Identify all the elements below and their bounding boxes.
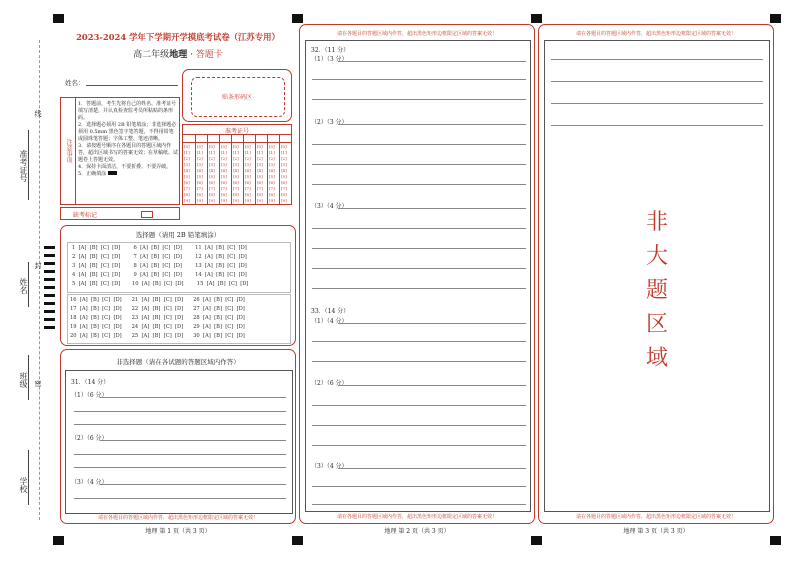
choice-group [67, 294, 291, 344]
footer-page3: 地理 第 3 页（共 3 页） [623, 528, 689, 535]
digit-bubble[interactable]: [2] [281, 156, 287, 161]
side-admission-line[interactable] [28, 130, 29, 200]
q31-part3: （3）（4 分） [71, 479, 108, 486]
digit-bubble[interactable]: [2] [233, 156, 239, 161]
digit-bubble[interactable]: [9] [221, 198, 227, 203]
page2-frame [299, 24, 535, 524]
digit-bubble[interactable]: [5] [197, 174, 203, 179]
non-answer-char: 大 [645, 244, 668, 269]
exam-subtitle [60, 47, 296, 60]
digit-bubble[interactable]: [9] [269, 198, 275, 203]
q33-part2: （2）（6 分） [311, 380, 348, 387]
notes-label: 注意事项 [61, 98, 76, 204]
exam-title: 2023-2024 学年下学期开学摸底考试卷（江苏专用） [76, 32, 280, 42]
digit-bubble[interactable]: [6] [209, 180, 215, 185]
timing-marks [44, 246, 55, 334]
answer-line [312, 164, 526, 165]
digit-bubble[interactable]: [6] [269, 180, 275, 185]
note-item [78, 171, 178, 178]
note-item: 4．保持卡面清洁，不要折叠、不要弄破。 [78, 164, 172, 170]
barcode-area [182, 69, 292, 122]
digit-bubble[interactable]: [0] [269, 144, 275, 149]
admission-column [183, 134, 195, 204]
digit-bubble[interactable]: [0] [209, 144, 215, 149]
digit-bubble[interactable]: [2] [269, 156, 275, 161]
corner-mark [531, 14, 542, 23]
answer-line [312, 341, 526, 342]
answer-line [74, 411, 286, 412]
corner-mark [770, 536, 781, 545]
q31-head: 31．（14 分） [71, 379, 110, 386]
choice-section [60, 225, 296, 346]
digit-bubble[interactable]: [1] [269, 150, 275, 155]
digit-bubble[interactable]: [5] [281, 174, 287, 179]
q33-head: 33．（14 分） [311, 308, 350, 315]
note-item: 1．答题前，考生先将自己的姓名、准考证号填写清楚，并认真检查监考员所粘贴的条形码。 [78, 101, 177, 121]
side-admission-label: 准考证号 [19, 150, 28, 182]
answer-line [312, 228, 526, 229]
digit-bubble[interactable]: [9] [197, 198, 203, 203]
side-line-char: 线 [34, 110, 42, 117]
digit-bubble[interactable]: [1] [209, 150, 215, 155]
fill-example-icon [108, 171, 117, 175]
absent-label: 缺考标记 [73, 212, 98, 219]
digit-bubble[interactable]: [0] [233, 144, 239, 149]
area-warning: 请在各题目的答题区域内作答，超出黑色矩形边框限定区域的答案无效！ [575, 514, 736, 520]
choice-title: 选择题（请用 2B 铅笔填涂） [135, 231, 221, 239]
digit-bubble[interactable]: [5] [184, 174, 190, 179]
side-class-line[interactable] [28, 355, 29, 400]
side-name-label: 姓名 [19, 278, 28, 294]
answer-line [312, 504, 526, 505]
non-answer-char: 题 [645, 278, 668, 303]
digit-bubble[interactable]: [2] [221, 156, 227, 161]
digit-bubble[interactable]: [5] [209, 174, 215, 179]
digit-bubble[interactable]: [8] [269, 192, 275, 197]
digit-bubble[interactable]: [2] [257, 156, 263, 161]
digit-bubble[interactable]: [3] [233, 162, 239, 167]
digit-bubble[interactable]: [8] [209, 192, 215, 197]
digit-bubble[interactable]: [0] [245, 144, 251, 149]
digit-bubble[interactable]: [9] [184, 198, 190, 203]
answer-line [100, 440, 286, 441]
answer-line [338, 385, 526, 386]
q33-part3: （3）（4 分） [311, 463, 348, 470]
digit-bubble[interactable]: [0] [197, 144, 203, 149]
answer-line [312, 268, 526, 269]
answer-line [338, 323, 526, 324]
digit-bubble[interactable]: [8] [245, 192, 251, 197]
digit-bubble[interactable]: [1] [197, 150, 203, 155]
area-warning: 请在各题目的答题区域内作答，超出黑色矩形边框限定区域的答案无效！ [575, 31, 736, 37]
digit-bubble[interactable]: [9] [245, 198, 251, 203]
answer-box-q31[interactable] [65, 370, 293, 514]
digit-bubble[interactable]: [3] [281, 162, 287, 167]
subtitle-subject: 地理 [169, 50, 188, 60]
answer-box-page3[interactable] [544, 40, 770, 512]
answer-line [312, 184, 526, 185]
choice-row[interactable]: 20 [A] [B] [C] [D] 25 [A] [B] [C] [D] 30 [A] [B] [C] [D] [70, 333, 245, 339]
digit-bubble[interactable]: [6] [257, 180, 263, 185]
digit-bubble[interactable]: [7] [197, 186, 203, 191]
digit-bubble[interactable]: [2] [245, 156, 251, 161]
digit-bubble[interactable]: [6] [281, 180, 287, 185]
answer-line [74, 498, 286, 499]
digit-bubble[interactable]: [5] [233, 174, 239, 179]
digit-bubble[interactable]: [4] [184, 168, 190, 173]
digit-bubble[interactable]: [8] [197, 192, 203, 197]
choice-row[interactable]: 19 [A] [B] [C] [D] 24 [A] [B] [C] [D] 29 [A] [B] [C] [D] [70, 324, 245, 330]
corner-mark [53, 536, 64, 545]
digit-bubble[interactable]: [7] [233, 186, 239, 191]
digit-bubble[interactable]: [9] [257, 198, 263, 203]
digit-bubble[interactable]: [5] [221, 174, 227, 179]
choice-row[interactable]: 1 [A] [B] [C] [D] 6 [A] [B] [C] [D] 11 [A] [B] [C] [D] [72, 245, 247, 251]
answer-line [312, 405, 526, 406]
area-warning: 请在各题目的答题区域内作答，超出黑色矩形边框限定区域的答案无效！ [336, 31, 497, 37]
digit-bubble[interactable]: [7] [209, 186, 215, 191]
admission-label: 准考证号 [224, 128, 249, 135]
choice-row[interactable]: 18 [A] [B] [C] [D] 23 [A] [B] [C] [D] 28 [A] [B] [C] [D] [70, 315, 245, 321]
digit-bubble[interactable]: [7] [269, 186, 275, 191]
digit-bubble[interactable]: [7] [245, 186, 251, 191]
side-name-line[interactable] [28, 262, 29, 307]
nonchoice-title: 非选择题（请在各试题的答题区域内作答） [116, 358, 240, 366]
answer-line [551, 103, 763, 104]
choice-group [67, 242, 291, 293]
q31-part2: （2）（6 分） [71, 435, 108, 442]
digit-bubble[interactable]: [6] [221, 180, 227, 185]
notes-box [60, 97, 180, 205]
answer-line [312, 99, 526, 100]
footer-page2: 地理 第 2 页（共 3 页） [384, 528, 450, 535]
subtitle-sep: · [187, 50, 196, 60]
absent-checkbox[interactable] [141, 211, 153, 218]
corner-mark [292, 14, 303, 23]
digit-bubble[interactable]: [7] [281, 186, 287, 191]
choice-row[interactable]: 17 [A] [B] [C] [D] 22 [A] [B] [C] [D] 27 [A] [B] [C] [D] [70, 306, 245, 312]
digit-bubble[interactable]: [9] [281, 198, 287, 203]
digit-bubble[interactable]: [6] [197, 180, 203, 185]
digit-bubble[interactable]: [3] [184, 162, 190, 167]
digit-bubble[interactable]: [0] [257, 144, 263, 149]
digit-bubble[interactable]: [1] [233, 150, 239, 155]
answer-line [338, 124, 526, 125]
digit-bubble[interactable]: [6] [184, 180, 190, 185]
side-class-label: 班级 [19, 372, 28, 388]
choice-row[interactable]: 16 [A] [B] [C] [D] 21 [A] [B] [C] [D] 26 [A] [B] [C] [D] [70, 297, 245, 303]
answer-line [74, 424, 286, 425]
barcode-label: 贴条形码区 [221, 94, 252, 101]
answer-box-q32-q33[interactable] [305, 40, 531, 512]
name-label: 姓名： [65, 79, 85, 87]
digit-bubble[interactable]: [4] [245, 168, 251, 173]
digit-bubble[interactable]: [3] [269, 162, 275, 167]
digit-bubble[interactable]: [8] [184, 192, 190, 197]
digit-bubble[interactable]: [1] [257, 150, 263, 155]
digit-bubble[interactable]: [5] [269, 174, 275, 179]
digit-bubble[interactable]: [5] [257, 174, 263, 179]
digit-bubble[interactable]: [4] [269, 168, 275, 173]
digit-bubble[interactable]: [4] [197, 168, 203, 173]
digit-bubble[interactable]: [9] [209, 198, 215, 203]
choice-row[interactable]: 2 [A] [B] [C] [D] 7 [A] [B] [C] [D] 12 [A] [B] [C] [D] [72, 254, 247, 260]
digit-bubble[interactable]: [7] [184, 186, 190, 191]
digit-bubble[interactable]: [9] [233, 198, 239, 203]
digit-bubble[interactable]: [4] [221, 168, 227, 173]
digit-bubble[interactable]: [4] [233, 168, 239, 173]
choice-row[interactable]: 5 [A] [B] [C] [D] 10 [A] [B] [C] [D] 15 [A] [B] [C] [D] [72, 281, 249, 287]
q32-part2: （2）（3 分） [311, 119, 348, 126]
side-school-label: 学校 [19, 477, 28, 493]
digit-bubble[interactable]: [8] [257, 192, 263, 197]
digit-bubble[interactable]: [1] [184, 150, 190, 155]
note-item: 2．选择题必须用 2B 铅笔填涂；非选择题必须用 0.5mm 黑色签字笔答题，不得用铅笔或圆珠笔答题；字体工整、笔迹清晰。 [78, 122, 177, 142]
non-answer-char: 区 [645, 312, 668, 337]
area-warning: 请在各题目的答题区域内作答，超出黑色矩形边框限定区域的答案无效！ [336, 514, 497, 520]
non-answer-char: 域 [645, 346, 668, 371]
answer-line [312, 445, 526, 446]
answer-line [100, 484, 286, 485]
digit-bubble[interactable]: [7] [257, 186, 263, 191]
answer-line [338, 61, 526, 62]
answer-line [312, 486, 526, 487]
corner-mark [292, 536, 303, 545]
digit-bubble[interactable]: [6] [245, 180, 251, 185]
q32-part1: （1）（3 分） [311, 56, 348, 63]
note-item: 3．请按题号顺序在各题目的答题区域内作答，超出区域书写的答案无效；在草稿纸、试题卷上答题无效。 [78, 143, 179, 163]
corner-mark [770, 14, 781, 23]
choice-row[interactable]: 3 [A] [B] [C] [D] 8 [A] [B] [C] [D] 13 [A] [B] [C] [D] [72, 263, 247, 269]
side-seal-char: 封 [34, 262, 42, 269]
answer-line [551, 59, 763, 60]
digit-bubble[interactable]: [3] [221, 162, 227, 167]
digit-bubble[interactable]: [4] [209, 168, 215, 173]
footer-page1: 地理 第 1 页（共 3 页） [145, 528, 211, 535]
answer-line [312, 425, 526, 426]
digit-bubble[interactable]: [1] [245, 150, 251, 155]
q31-part1: （1）（6 分） [71, 392, 108, 399]
admission-column [279, 134, 292, 204]
digit-bubble[interactable]: [8] [221, 192, 227, 197]
nonchoice-section [60, 349, 296, 524]
answer-line [312, 79, 526, 80]
answer-line [551, 81, 763, 82]
digit-bubble[interactable]: [8] [233, 192, 239, 197]
answer-line [312, 288, 526, 289]
note-fill-text: 5．正确填涂 [78, 171, 107, 177]
digit-bubble[interactable]: [0] [184, 144, 190, 149]
digit-bubble[interactable]: [8] [281, 192, 287, 197]
corner-mark [531, 536, 542, 545]
digit-bubble[interactable]: [3] [245, 162, 251, 167]
admission-grid [182, 124, 292, 205]
digit-bubble[interactable]: [3] [209, 162, 215, 167]
answer-line [74, 454, 286, 455]
digit-bubble[interactable]: [4] [257, 168, 263, 173]
digit-bubble[interactable]: [1] [221, 150, 227, 155]
digit-bubble[interactable]: [4] [281, 168, 287, 173]
q32-head: 32．（11 分） [311, 47, 350, 54]
answer-line [74, 467, 286, 468]
q33-part1: （1）（4 分） [311, 318, 348, 325]
answer-line [312, 361, 526, 362]
subtitle-card: 答题卡 [195, 50, 223, 60]
side-secret-char: 密 [34, 380, 42, 387]
corner-mark [53, 14, 64, 23]
side-school-line[interactable] [28, 450, 29, 505]
non-answer-char: 非 [645, 210, 668, 235]
digit-bubble[interactable]: [7] [221, 186, 227, 191]
answer-line [312, 248, 526, 249]
digit-bubble[interactable]: [1] [281, 150, 287, 155]
digit-bubble[interactable]: [0] [221, 144, 227, 149]
non-answer-area-label [637, 206, 677, 376]
page3-frame [538, 24, 774, 524]
digit-bubble[interactable]: [3] [197, 162, 203, 167]
name-field[interactable] [86, 85, 178, 86]
subtitle-grade: 高二年级 [133, 50, 170, 60]
choice-row[interactable]: 4 [A] [B] [C] [D] 9 [A] [B] [C] [D] 14 [A] [B] [C] [D] [72, 272, 247, 278]
absent-box [60, 207, 180, 220]
digit-bubble[interactable]: [0] [281, 144, 287, 149]
digit-bubble[interactable]: [2] [184, 156, 190, 161]
answer-line [338, 208, 526, 209]
digit-bubble[interactable]: [2] [197, 156, 203, 161]
notes-list [78, 101, 178, 178]
answer-line [100, 397, 286, 398]
answer-line [551, 125, 763, 126]
digit-bubble[interactable]: [3] [257, 162, 263, 167]
area-warning: 请在各题目的答题区域内作答，超出黑色矩形边框限定区域的答案无效！ [97, 515, 258, 521]
digit-bubble[interactable]: [5] [245, 174, 251, 179]
q32-part3: （3）（4 分） [311, 203, 348, 210]
answer-line [338, 468, 526, 469]
answer-line [312, 144, 526, 145]
digit-bubble[interactable]: [2] [209, 156, 215, 161]
digit-bubble[interactable]: [6] [233, 180, 239, 185]
